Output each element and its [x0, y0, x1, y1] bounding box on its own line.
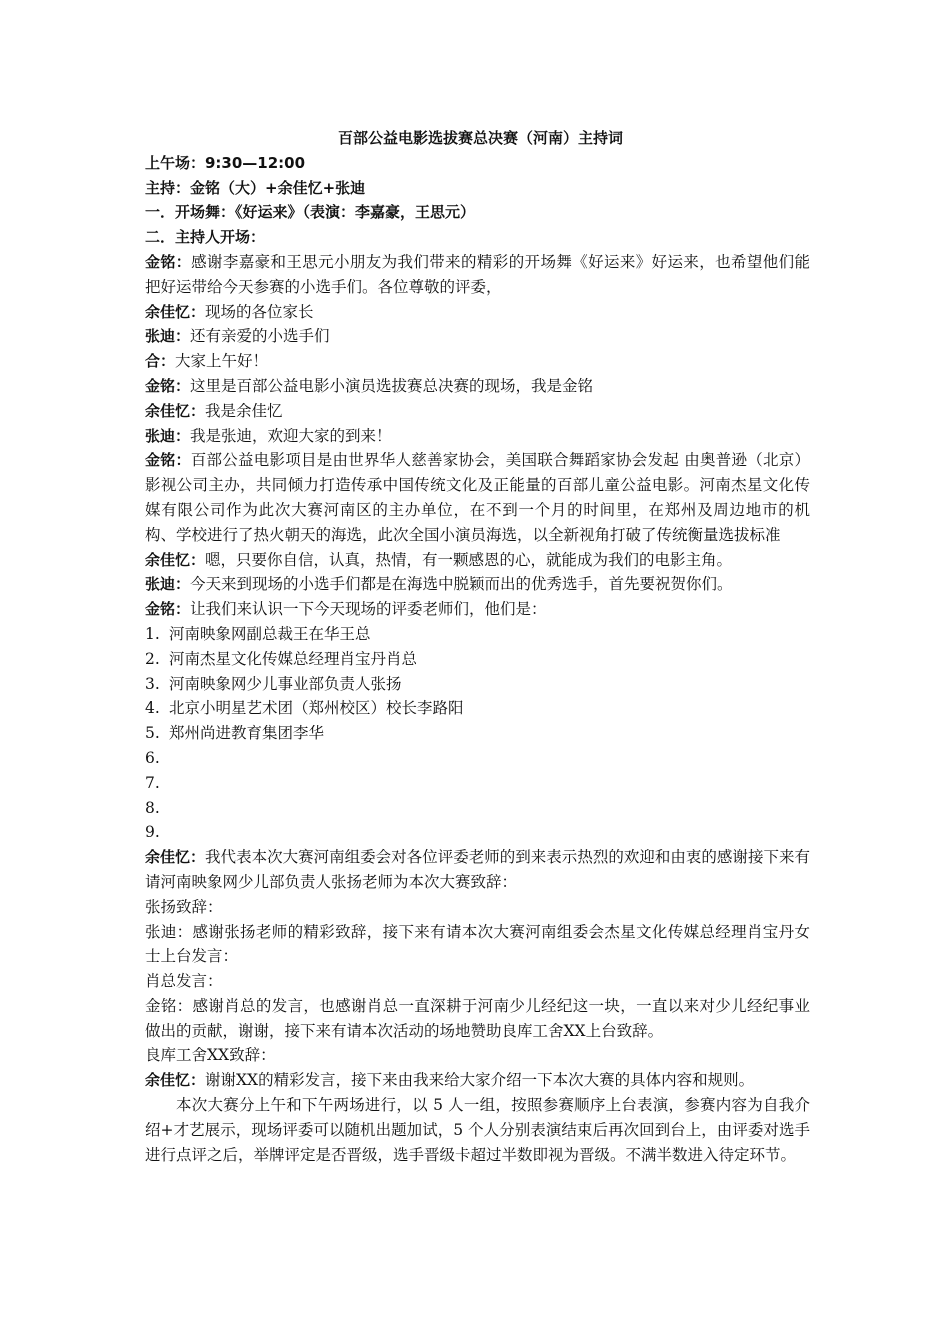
speech: 谢谢XX的精彩发言，接下来由我来给大家介绍一下本次大赛的具体内容和规则。 — [205, 1071, 755, 1090]
speech: 这里是百部公益电影小演员选拔赛总决赛的现场，我是金铭 — [190, 376, 594, 395]
script-line — [145, 572, 810, 597]
script-paragraph: 张迪：感谢张扬老师的精彩致辞，接下来有请本次大赛河南组委会杰星文化传媒总经理肖宝丹女士上台发言： — [145, 922, 810, 966]
speech: 现场的各位家长 — [205, 302, 314, 321]
hosts-line: 主持：金铭（大）+余佳忆+张迪 — [145, 178, 366, 197]
script-paragraph: 肖总发言： — [145, 972, 223, 991]
judge-number: 7. — [145, 773, 160, 792]
script-line — [145, 250, 810, 300]
script-line — [145, 548, 810, 573]
judge-name: 北京小明星艺术团（郑州校区）校长李路阳 — [169, 699, 464, 718]
script-line — [145, 374, 810, 399]
speaker: 金铭： — [145, 376, 191, 395]
judge-name: 河南映象网少儿事业部负责人张扬 — [169, 674, 402, 693]
judge-item — [145, 696, 810, 721]
script-line — [145, 324, 810, 349]
rules-paragraph: 本次大赛分上午和下午两场进行，以 5 人一组，按照参赛顺序上台表演，参赛内容为自我介绍+才艺展示，现场评委可以随机出题加试，5 个人分别表演结束后再次回到台上，由评委对选手进行点评之后，举牌评定是否晋级，选手晋级卡超过半数即视为晋级。不满半数进入待定环节。 — [145, 1096, 810, 1164]
judge-number: 9. — [145, 823, 160, 842]
script-line — [145, 597, 810, 622]
speaker: 张迪： — [145, 327, 191, 346]
script-line — [145, 399, 810, 424]
speech: 我是余佳忆 — [205, 401, 283, 420]
speech: 还有亲爱的小选手们 — [190, 327, 330, 346]
judge-item — [145, 672, 810, 697]
judge-number: 6. — [145, 748, 160, 767]
judge-number: 8. — [145, 798, 160, 817]
judge-name: 郑州尚进教育集团李华 — [169, 724, 325, 743]
speaker: 余佳忆： — [145, 401, 206, 420]
session-time: 上午场：9:30—12:00 — [145, 153, 306, 172]
section-host-opening: 二．主持人开场： — [145, 228, 266, 247]
section-opening-dance: 一．开场舞：《好运来》（表演：李嘉豪，王思元） — [145, 203, 476, 222]
script-paragraph: 良库工舍XX致辞： — [145, 1046, 276, 1065]
script-paragraph: 金铭：感谢肖总的发言，也感谢肖总一直深耕于河南少儿经纪这一块，一直以来对少儿经纪事业做出的贡献，谢谢，接下来有请本次活动的场地赞助良库工舍XX上台致辞。 — [145, 996, 810, 1040]
judge-item — [145, 746, 810, 771]
speaker: 金铭： — [145, 252, 192, 271]
script-line — [145, 349, 810, 374]
judge-name: 河南杰星文化传媒总经理肖宝丹肖总 — [169, 649, 418, 668]
speaker: 余佳忆： — [145, 848, 206, 867]
judge-name: 河南映象网副总裁王在华王总 — [169, 624, 371, 643]
judge-number: 3. — [145, 674, 160, 693]
script-paragraph: 张扬致辞： — [145, 897, 223, 916]
speaker: 金铭： — [145, 600, 191, 619]
script-paragraph — [145, 845, 810, 895]
speech: 嗯，只要你自信，认真，热情，有一颗感恩的心，就能成为我们的电影主角。 — [205, 550, 733, 569]
judge-number: 1. — [145, 624, 160, 643]
judge-number: 5. — [145, 724, 160, 743]
speaker: 余佳忆： — [145, 550, 206, 569]
speaker: 张迪： — [145, 575, 191, 594]
speech: 我代表本次大赛河南组委会对各位评委老师的到来表示热烈的欢迎和由衷的感谢接下来有请河南映象网少儿部负责人张扬老师为本次大赛致辞： — [145, 848, 810, 891]
speech: 百部公益电影项目是由世界华人慈善家协会，美国联合舞蹈家协会发起 由奥普逊（北京）影视公司主办，共同倾力打造传承中国传统文化及正能量的百部儿童公益电影。河南杰星文化传媒有限公司作为此次大赛河南区的主办单位，在不到一个月的时间里，在郑州及周边地市的机构、学校进行了热火朝天的海选，此次全国小演员海选，以全新视角打破了传统衡量选拔标准 — [145, 451, 810, 544]
speech: 我是张迪，欢迎大家的到来！ — [190, 426, 392, 445]
speech: 今天来到现场的小选手们都是在海选中脱颖而出的优秀选手，首先要祝贺你们。 — [190, 575, 733, 594]
judge-item — [145, 647, 810, 672]
script-paragraph — [145, 1068, 810, 1093]
judge-item — [145, 721, 810, 746]
judge-item — [145, 820, 810, 845]
speaker: 合： — [145, 352, 176, 371]
judge-number: 4. — [145, 699, 160, 718]
judge-number: 2. — [145, 649, 160, 668]
script-line — [145, 300, 810, 325]
speaker: 金铭： — [145, 451, 191, 470]
speaker: 余佳忆： — [145, 1071, 206, 1090]
script-line — [145, 424, 810, 449]
document-title: 百部公益电影选拔赛总决赛（河南）主持词 — [337, 129, 623, 147]
judge-item — [145, 796, 810, 821]
speaker: 张迪： — [145, 426, 191, 445]
speaker: 余佳忆： — [145, 302, 206, 321]
document-body — [145, 126, 810, 1167]
judge-item — [145, 622, 810, 647]
speech: 大家上午好！ — [175, 352, 269, 371]
speech: 让我们来认识一下今天现场的评委老师们，他们是： — [190, 600, 547, 619]
judge-item — [145, 771, 810, 796]
script-line — [145, 448, 810, 547]
speech: 感谢李嘉豪和王思元小朋友为我们带来的精彩的开场舞《好运来》好运来，也希望他们能把好运带给今天参赛的小选手们。各位尊敬的评委， — [145, 252, 810, 296]
